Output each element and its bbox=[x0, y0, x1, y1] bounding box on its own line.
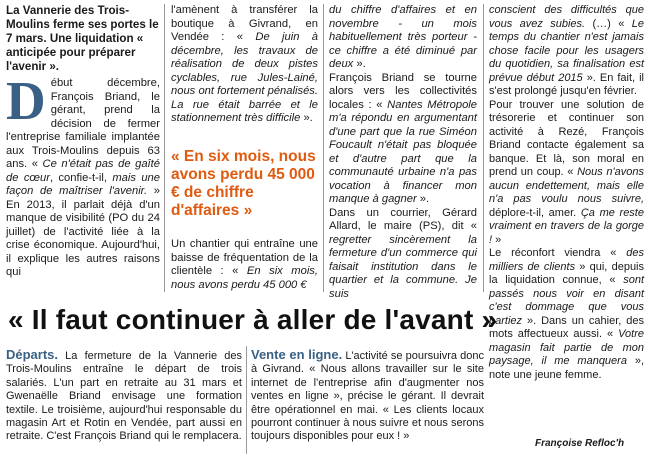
article-intro: La Vannerie des Trois-Moulins ferme ses portes le 7 mars. Une liquidation « anticipée pour préparer l'avenir ». bbox=[6, 4, 159, 73]
article-column-3 bbox=[329, 4, 477, 301]
body-text: , confie-t-il, bbox=[49, 171, 113, 184]
author-signature: Françoise Refloc'h bbox=[535, 438, 625, 449]
body-text: » bbox=[492, 233, 502, 246]
quote-text: Le temps du chantier n'est jamais chose facile pour les usagers du quotidien, sa finalisation est prévue début 2015 bbox=[489, 17, 644, 84]
quote-text: regretter sincèrement la fermeture d'un commerce qui faisait institution dans le quartier et la commune. Je suis bbox=[329, 233, 477, 300]
quote-text: sont passés nous voir en disant c'est dommage que vous partiez bbox=[489, 274, 644, 327]
article-column-2-bottom bbox=[171, 238, 318, 292]
box-departs bbox=[6, 348, 242, 444]
body-text: Le réconfort viendra « bbox=[489, 247, 627, 259]
body-text: ». En fait, il s'est prolongé jusqu'en février. bbox=[489, 71, 644, 97]
box-lead: Vente en ligne. bbox=[251, 347, 343, 362]
body-text: Pour trouver une solution de trésorerie et continuer son activité à Rezé, François Briand contacte également sa banque. Et là, son moral en prend un coup. « bbox=[489, 98, 644, 178]
article-column-1 bbox=[6, 70, 160, 280]
body-text: Dans un courrier, Gérard Allard, le maire (PS), dit « bbox=[329, 206, 477, 232]
quote-text: En six mois, nous avons perdu 45 000 € bbox=[171, 265, 319, 291]
body-text: » qui, depuis la liquidation connue, « bbox=[489, 260, 645, 286]
drop-cap: D bbox=[6, 70, 46, 131]
box-lead: Départs. bbox=[6, 347, 59, 362]
body-text: François Briand se tourne alors vers les collectivités locales : « bbox=[329, 71, 477, 111]
quote-text: De juin à décembre, les travaux de réalisation de deux pistes cyclables, rue Jules-Lainé, nous ont fortement pénalisés. La rue était barrée et le stationnement très difficile bbox=[171, 31, 319, 124]
quote-text: Votre magasin fait partie de mon paysage, il me manquera bbox=[489, 328, 644, 367]
column-divider bbox=[323, 4, 324, 292]
box-vente-en-ligne bbox=[251, 348, 484, 444]
quote-text: Ça me reste vraiment en travers de la gorge ! bbox=[489, 206, 644, 246]
headline: « Il faut continuer à aller de l'avant » bbox=[8, 304, 498, 335]
body-text: ». bbox=[353, 58, 366, 70]
body-text: ». Dans un cahier, des mots affectueux aussi. « bbox=[489, 314, 644, 340]
quote-text: mais une façon de maîtriser l'avenir. bbox=[6, 171, 160, 197]
quote-text: Ce n'était pas de gaîté de cœur bbox=[6, 158, 160, 184]
body-text: Un chantier qui entraîne une baisse de fréquentation de la clientèle : « bbox=[171, 238, 318, 277]
body-text: déplore-t-il, amer. bbox=[489, 206, 581, 219]
body-text: » En 2013, il parlait déjà d'un manque de visibilité (PO du 24 juillet) de l'activité liée à la crise économique. Aujourd'hui, il explique les autres raisons qui bbox=[6, 185, 160, 278]
box-text: L'activité se poursuivra donc à Givrand. « Nous allons travailler sur le site internet de l'entreprise afin d'augmenter nos ventes en ligne », précise le gérant. Il devrait être opérationnel en mai. « Les clients locaux pourront continuer à nous suivre et nous serons toujours disponibles pour eux ! » bbox=[251, 350, 484, 443]
article-column-2 bbox=[171, 4, 318, 126]
body-text: ». bbox=[300, 112, 313, 124]
quote-text: des milliers de clients bbox=[489, 247, 644, 273]
quote-text: Nantes Métropole m'a répondu en argumentant d'une part que la rue Siméon Foucault n'était pas bloquée et d'autre part que la communauté urbaine n'a pas vocation à financer mon manque à gagner bbox=[329, 98, 477, 205]
quote-text: du chiffre d'affaires et en novembre - un mois habituellement très porteur - ce chiffre a été diminué par deux bbox=[329, 4, 477, 70]
quote-text: Nous n'avons aucun endettement, mais elle n'a pas voulu nous suivre, bbox=[489, 166, 644, 205]
quote-text: conscient des difficultés que vous avez subies. bbox=[489, 4, 644, 30]
box-text: La fermeture de la Vannerie des Trois-Moulins entraîne le départ de trois salariés. L'un part en retraite au 31 mars et Gwenaëlle Briand envisage une formation textile. Le troisième, aujourd'hui responsable du magasin Art et Rotin en Vendée, part aussi en retraite. C'est François Briand qui le remplacera. bbox=[6, 350, 242, 443]
body-text: (…) « bbox=[585, 17, 632, 30]
column-divider bbox=[483, 4, 484, 292]
body-text: », note une jeune femme. bbox=[489, 355, 644, 381]
column-divider bbox=[164, 4, 165, 292]
pull-quote: « En six mois, nous avons perdu 45 000 € de chiffre d'affaires » bbox=[171, 148, 316, 219]
body-text: l'amènent à transférer la boutique à Givrand, en Vendée : « bbox=[171, 4, 318, 43]
body-text: ébut décembre, François Briand, le gérant, prend la décision de fermer l'entreprise familiale implantée aux Trois-Moulins depuis 63 ans. « bbox=[6, 77, 160, 170]
body-text: ». bbox=[416, 193, 430, 205]
box-divider bbox=[246, 346, 247, 454]
